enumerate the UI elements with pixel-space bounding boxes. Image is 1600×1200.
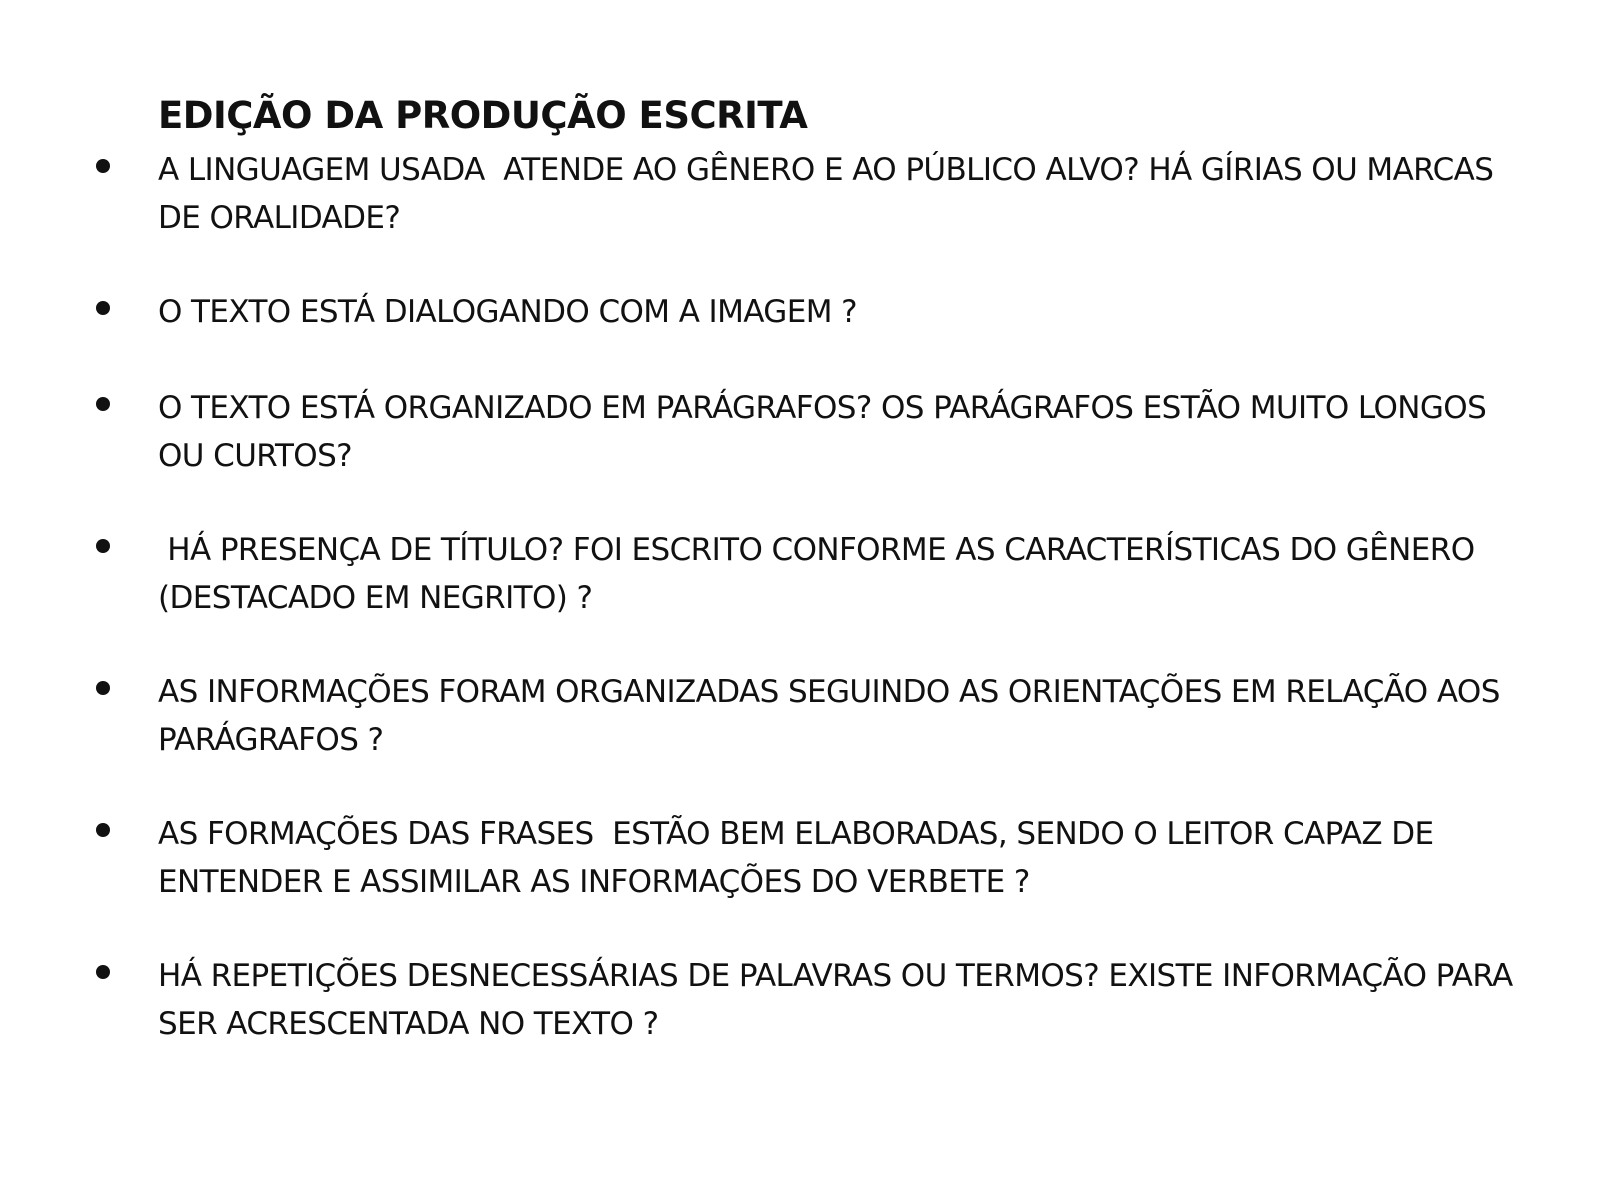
list-item-text: O TEXTO ESTÁ DIALOGANDO COM A IMAGEM ? [158,294,857,330]
bullet-icon [96,681,110,695]
bullet-icon [96,159,110,173]
list-item-text: AS FORMAÇÕES DAS FRASES ESTÃO BEM ELABORADAS, SENDO O LEITOR CAPAZ DE ENTENDER E ASSIMILAR AS INFORMAÇÕES DO VERBETE ? [158,816,1443,900]
list-item-text: A LINGUAGEM USADA ATENDE AO GÊNERO E AO PÚBLICO ALVO? HÁ GÍRIAS OU MARCAS DE ORALIDADE? [158,152,1503,236]
list-item-text: HÁ REPETIÇÕES DESNECESSÁRIAS DE PALAVRAS OU TERMOS? EXISTE INFORMAÇÃO PARA SER ACRESCENTADA NO TEXTO ? [158,958,1522,1042]
page-title: EDIÇÃO DA PRODUÇÃO ESCRITA [158,94,808,137]
list-item-text: AS INFORMAÇÕES FORAM ORGANIZADAS SEGUINDO AS ORIENTAÇÕES EM RELAÇÃO AOS PARÁGRAFOS ? [158,674,1510,758]
bullet-icon [96,397,110,411]
list-item-text: O TEXTO ESTÁ ORGANIZADO EM PARÁGRAFOS? OS PARÁGRAFOS ESTÃO MUITO LONGOS OU CURTOS? [158,390,1496,474]
bullet-icon [96,965,110,979]
bullet-icon [96,539,110,553]
bullet-icon [96,301,110,315]
bullet-icon [96,823,110,837]
list-item-text: HÁ PRESENÇA DE TÍTULO? FOI ESCRITO CONFORME AS CARACTERÍSTICAS DO GÊNERO (DESTACADO EM NEGRITO) ? [158,532,1484,616]
